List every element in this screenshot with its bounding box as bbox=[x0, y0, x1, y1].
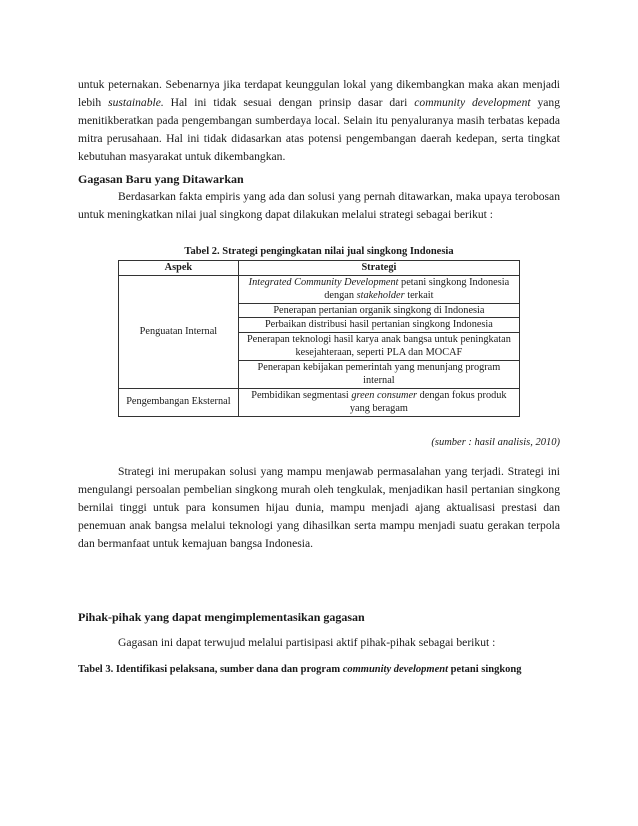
italic-term: Integrated Community Development bbox=[248, 276, 399, 288]
aspek-internal-cell: Penguatan Internal bbox=[119, 275, 239, 388]
italic-term: stakeholder bbox=[356, 290, 405, 301]
section-heading-new-idea: Gagasan Baru yang Ditawarkan bbox=[78, 172, 244, 186]
text-span: petani singkong bbox=[448, 664, 522, 675]
section-heading-implementers: Pihak-pihak yang dapat mengimplementasikan gagasan bbox=[78, 610, 365, 624]
strategy-cell: Penerapan teknologi hasil karya anak bangsa untuk peningkatan kesejahteraan, seperti PLA dan MOCAF bbox=[238, 332, 519, 360]
table2-caption: Tabel 2. Strategi pengingkatan nilai jual singkong Indonesia bbox=[184, 246, 454, 257]
strategy-cell: Penerapan kebijakan pemerintah yang menunjang program internal bbox=[238, 360, 519, 388]
strategy-cell bbox=[238, 388, 519, 416]
italic-term: community development bbox=[342, 664, 448, 675]
header-strategi: Strategi bbox=[238, 261, 519, 276]
strategy-cell: Penerapan pertanian organik singkong di Indonesia bbox=[238, 303, 519, 318]
text-span: dengan fokus produk yang beragam bbox=[349, 389, 507, 414]
strategy-cell bbox=[238, 275, 519, 303]
text-span: terkait bbox=[404, 290, 434, 301]
italic-term: green consumer bbox=[351, 389, 418, 401]
strategy-table bbox=[118, 260, 520, 417]
paragraph-strategy-explanation: Strategi ini merupakan solusi yang mampu menjawab permasalahan yang terjadi. Strategi ini mengulangi persoalan pembelian singkong murah oleh tengkulak, menjadikan hasil pertanian singkong bernilai tinggi untuk para konsumen hijau dunia, mampu menjadi ajang aktualisasi prestasi dan penemuan anak bangsa melalui teknologi yang dihasilkan serta mampu menjadi suatu gerakan terpola dan bermanfaat untuk kemajuan bangsa Indonesia. bbox=[78, 465, 560, 550]
table-row bbox=[119, 388, 520, 416]
header-aspek: Aspek bbox=[119, 261, 239, 276]
paragraph-strategy-intro: Berdasarkan fakta empiris yang ada dan solusi yang pernah ditawarkan, maka upaya terobosan untuk meningkatkan nilai jual singkong dapat dilakukan melalui strategi sebagai berikut : bbox=[78, 190, 560, 221]
table-source-note: (sumber : hasil analisis, 2010) bbox=[431, 437, 560, 448]
text-span: petani singkong Indonesia dengan bbox=[324, 276, 510, 301]
text-span: yang menitikberatkan pada pengembangan sumberdaya local. Selain itu penyaluranya masih terbatas kepada mitra perusahaan. Hal ini tidak didasarkan atas potensi pengembangan daerah kedepan, serta tingkat kebutuhan masyarakat untuk dikembangkan. bbox=[78, 96, 560, 163]
text-span: Pembidikan segmentasi bbox=[251, 389, 352, 401]
italic-term: community development bbox=[414, 96, 531, 109]
table-row bbox=[119, 275, 520, 303]
aspek-eksternal-cell: Pengembangan Eksternal bbox=[119, 388, 239, 416]
text-span: Hal ini tidak sesuai dengan prinsip dasar dari bbox=[163, 96, 415, 109]
strategy-cell: Perbaikan distribusi hasil pertanian singkong Indonesia bbox=[238, 318, 519, 333]
table3-caption bbox=[78, 664, 568, 675]
text-span: Tabel 3. Identifikasi pelaksana, sumber dana dan program bbox=[78, 664, 343, 675]
text-span: untuk peternakan. Sebenarnya jika terdapat keunggulan lokal yang dikembangkan maka akan menjadi lebih bbox=[78, 78, 560, 109]
paragraph-participants: Gagasan ini dapat terwujud melalui partisipasi aktif pihak-pihak sebagai berikut : bbox=[118, 636, 496, 649]
italic-term: sustainable. bbox=[108, 96, 164, 109]
paragraph-intro bbox=[78, 76, 560, 166]
table-header-row bbox=[119, 261, 520, 276]
